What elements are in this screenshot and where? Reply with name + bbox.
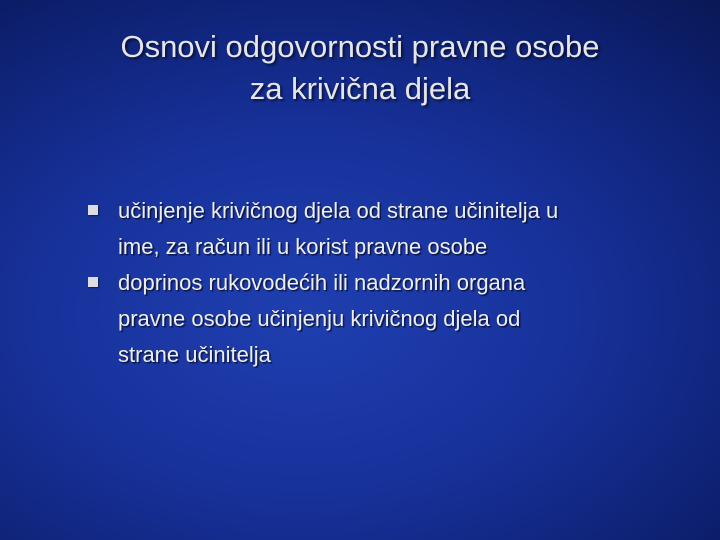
slide-title-line-1: Osnovi odgovornosti pravne osobe	[120, 29, 600, 64]
bullet-1-line-1: učinjenje krivičnog djela od strane učinitelja u	[118, 198, 559, 223]
bullet-2-line-3: strane učinitelja	[118, 342, 271, 367]
bullet-2-line-1: doprinos rukovodećih ili nadzornih organa	[118, 270, 526, 295]
bullet-item	[86, 193, 696, 265]
bullet-1-line-2: ime, za račun ili u korist pravne osobe	[118, 234, 488, 259]
slide-title-line-2: za krivična djela	[249, 71, 471, 106]
bullet-item	[86, 265, 696, 373]
slide-title	[40, 26, 680, 110]
square-bullet-icon	[88, 277, 98, 287]
bullet-list	[86, 193, 696, 373]
bullet-2-line-2: pravne osobe učinjenju krivičnog djela od	[118, 306, 521, 331]
square-bullet-icon	[88, 205, 98, 215]
